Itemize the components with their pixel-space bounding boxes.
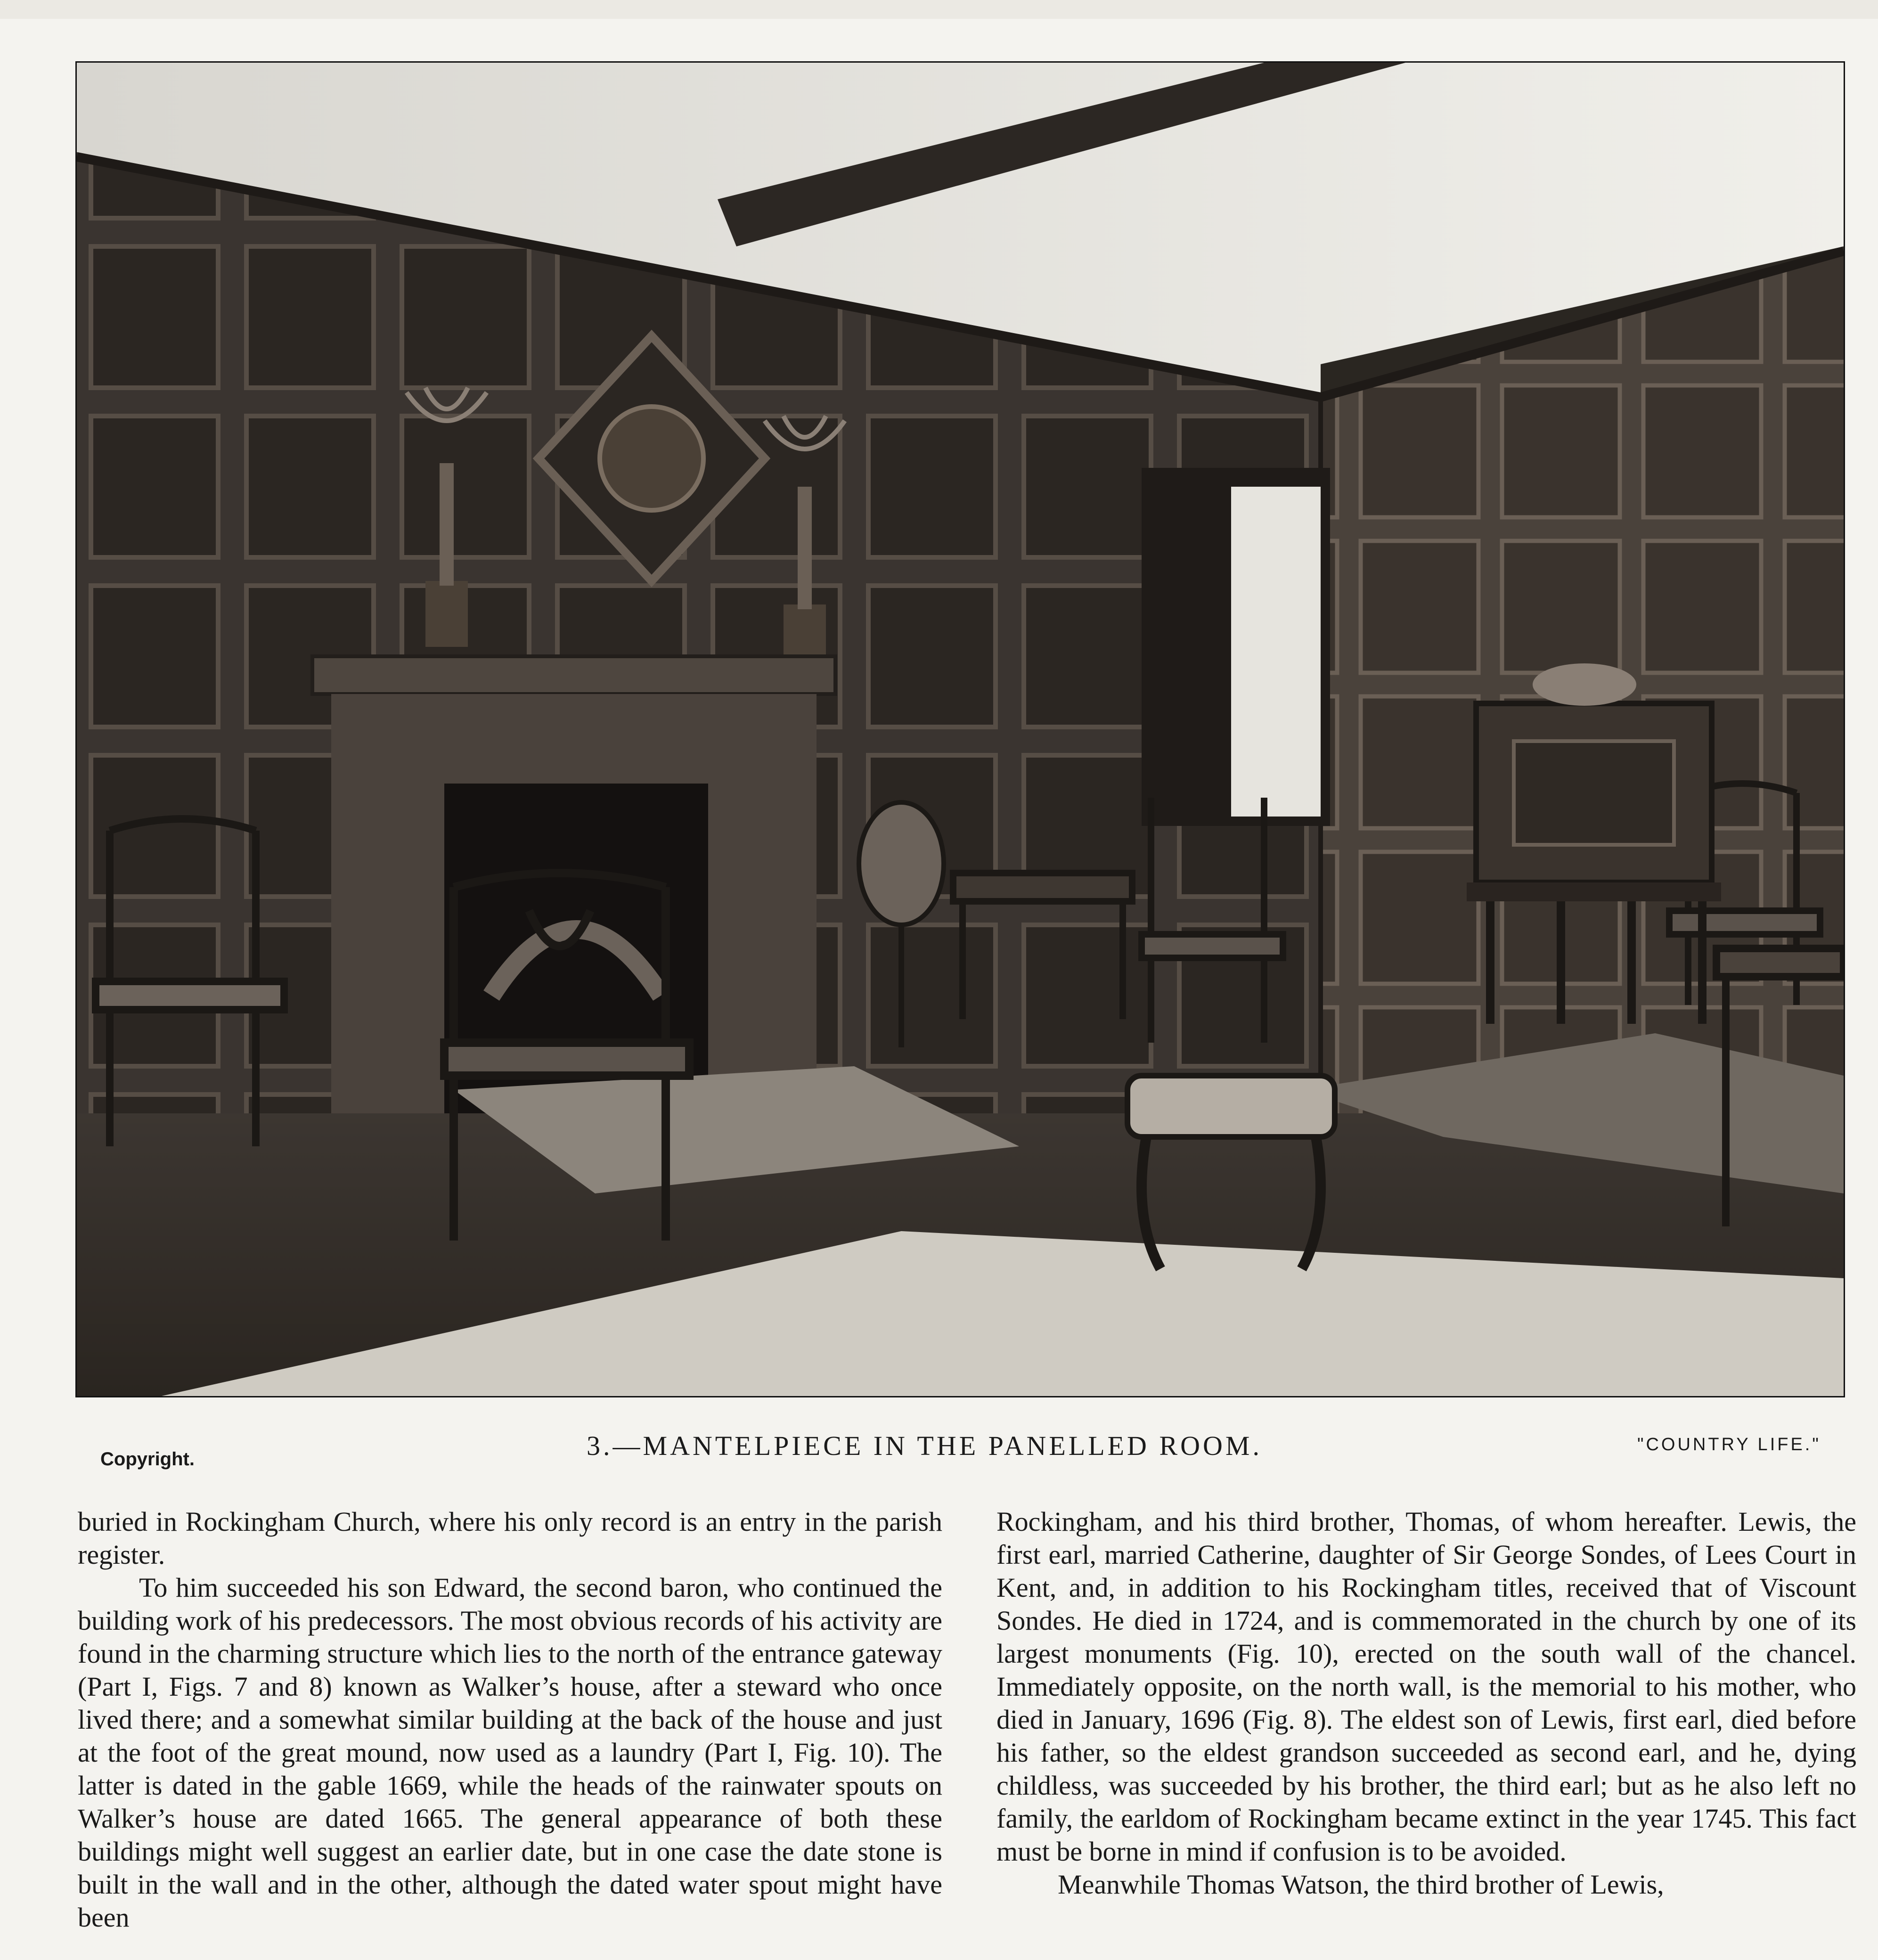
figure-caption: 3.—MANTELPIECE IN THE PANELLED ROOM. (587, 1430, 1262, 1461)
copyright-label: Copyright. (100, 1449, 195, 1470)
window-light (1231, 487, 1321, 817)
article-column-left (78, 1505, 942, 1960)
article-column-right (996, 1505, 1856, 1960)
page-top-margin (0, 0, 1878, 19)
figure-caption-row (0, 1430, 1878, 1472)
paragraph: buried in Rockingham Church, where his only record is an entry in the parish register. (78, 1506, 942, 1570)
panelled-room-photograph (75, 61, 1845, 1397)
paragraph: To him succeeded his son Edward, the second baron, who continued the building work of his predecessors. The most obvious records of his activity are found in the charming structure which lies to the north of the entrance gateway (Part I, Figs. 7 and 8) known as Walker’s house, after a steward who once lived there; and a somewhat similar building at the back of the house and just at the foot of the great mound, now used as a laundry (Part I, Fig. 10). The latter is dated in the gable 1669, while the heads of the rainwater spouts on Walker’s house are dated 1665. The general appearance of both these buildings might well suggest an earlier date, but in one case the date stone is built in the wall and in the other, although the dated water spout might have been (78, 1572, 942, 1933)
paragraph: Rockingham, and his third brother, Thomas, of whom hereafter. Lewis, the first earl, married Catherine, daughter of Sir George Sondes, of Lees Court in Kent, and, in addition to his Rockingham titles, received that of Viscount Sondes. He died in 1724, and is commemorated in the church by one of its largest monuments (Fig. 10), erected on the south wall of the chancel. Immediately opposite, on the north wall, is the memorial to his mother, who died in January, 1696 (Fig. 8). The eldest son of Lewis, first earl, died before his father, so the eldest grandson succeeded as second earl, and he, dying childless, was succeeded by his brother, the third earl; but as he also left no family, the earldom of Rockingham became extinct in the year 1745. This fact must be borne in mind if confusion is to be avoided. (996, 1506, 1856, 1867)
paragraph: Meanwhile Thomas Watson, the third brother of Lewis, (1058, 1869, 1664, 1900)
photo-credit: "COUNTRY LIFE." (1637, 1435, 1821, 1454)
